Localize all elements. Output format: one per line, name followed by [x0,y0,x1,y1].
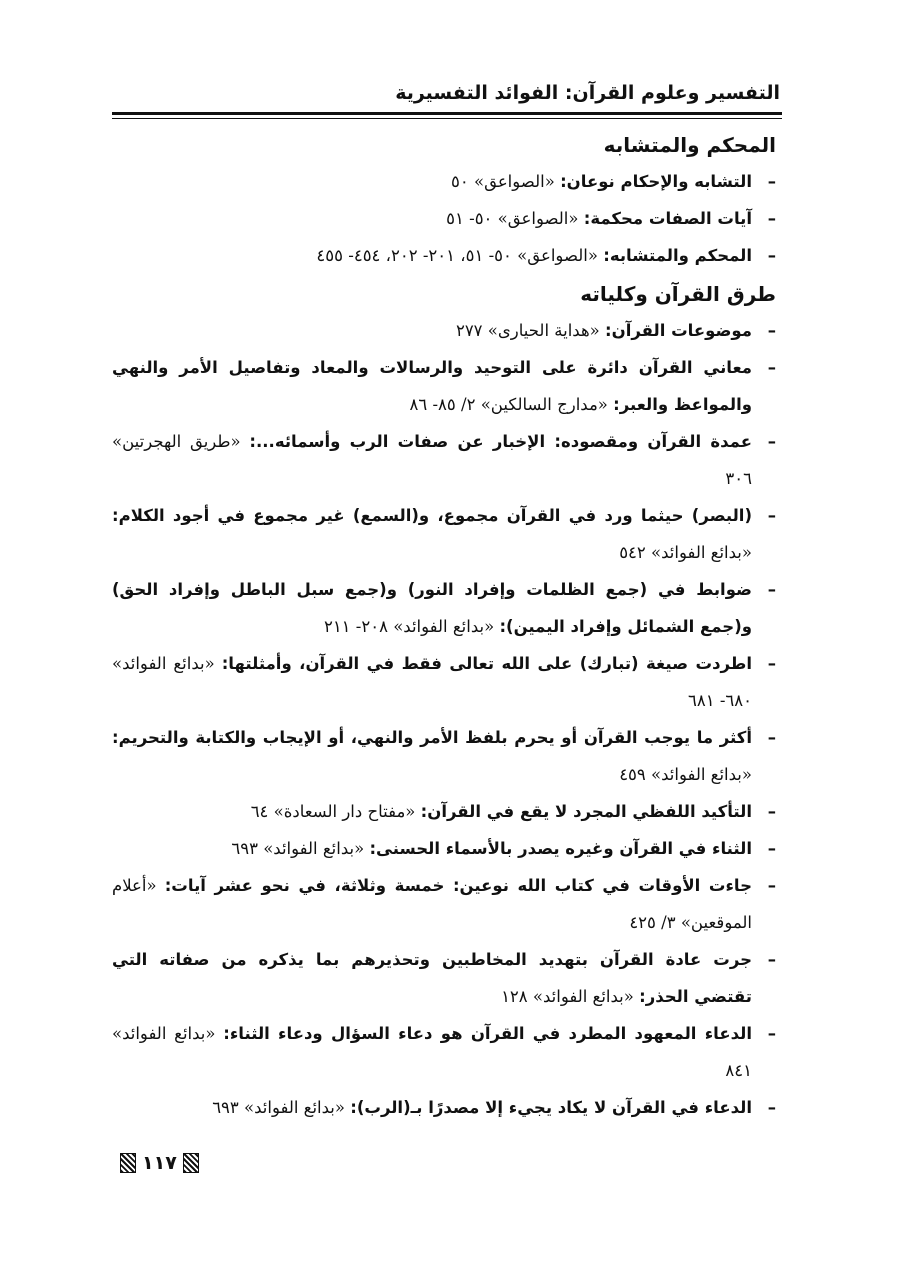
entry-reference: «الصواعق» ٥٠ [451,172,555,191]
entry-dash: – [767,802,776,821]
ornament-right-icon [183,1153,199,1173]
entry-dash: – [767,876,776,895]
entry-reference: «بدائع الفوائد» ٨٤١ [112,1024,752,1080]
section-heading: طرق القرآن وكلياته [580,282,776,306]
index-entry [112,312,782,349]
content [112,129,782,1126]
entry-text: المحكم والمتشابه: [603,246,752,265]
page [112,78,782,1126]
entry-text: الدعاء المعهود المطرد في القرآن هو دعاء السؤال ودعاء الثناء: [223,1024,753,1043]
entry-text: التأكيد اللفظي المجرد لا يقع في القرآن: [420,802,752,821]
entry-dash: – [767,839,776,858]
entry-text: (البصر) حيثما ورد في القرآن مجموع، و(السمع) غير مجموع في أجود الكلام: [112,506,752,525]
entry-reference: «الصواعق» ٥٠- ٥١، ٢٠١- ٢٠٢، ٤٥٤- ٤٥٥ [316,246,598,265]
index-entry [112,1015,782,1089]
index-entry [112,830,782,867]
entry-dash: – [767,172,776,191]
entry-dash: – [767,1098,776,1117]
entry-text: اطردت صيغة (تبارك) على الله تعالى فقط في القرآن، وأمثلتها: [221,654,753,673]
entry-dash: – [767,1024,776,1043]
header-rule-thick [112,112,782,115]
entry-dash: – [767,432,776,451]
entry-dash: – [767,321,776,340]
index-entry [112,571,782,645]
header-rule-thin [112,118,782,119]
entry-reference: «هداية الحيارى» ٢٧٧ [455,321,600,340]
entry-dash: – [767,580,776,599]
entry-text: جرت عادة القرآن بتهديد المخاطبين وتحذيرهم بما يذكره من صفاته التي تقتضي الحذر: [112,950,752,1006]
entry-text: معاني القرآن دائرة على التوحيد والرسالات والمعاد وتفاصيل الأمر والنهي والمواعظ والعبر: [112,358,752,414]
entry-reference: «الصواعق» ٥٠- ٥١ [446,209,579,228]
index-entry [112,163,782,200]
entry-reference: «بدائع الفوائد» ٦٩٣ [212,1098,345,1117]
entry-dash: – [767,358,776,377]
entry-reference: «بدائع الفوائد» ١٢٨ [501,987,634,1006]
entry-dash: – [767,654,776,673]
index-entry [112,941,782,1015]
entry-text: ضوابط في (جمع الظلمات وإفراد النور) و(جمع سبل الباطل وإفراد الحق) و(جمع الشمائل وإفراد اليمين): [112,580,752,636]
entry-reference: «بدائع الفوائد» ٢٠٨- ٢١١ [323,617,495,636]
index-entry [112,497,782,571]
index-entry [112,867,782,941]
entry-reference: «بدائع الفوائد» ٦٩٣ [231,839,365,858]
index-entry [112,1089,782,1126]
entry-reference: «بدائع الفوائد» ٤٥٩ [619,765,752,784]
entry-dash: – [767,950,776,969]
index-entry [112,423,782,497]
index-entry [112,793,782,830]
page-footer [120,1152,199,1174]
section-heading: المحكم والمتشابه [603,133,776,157]
entry-dash: – [767,209,776,228]
entry-reference: «بدائع الفوائد» ٥٤٢ [619,543,752,562]
entry-dash: – [767,506,776,525]
entry-text: الثناء في القرآن وغيره يصدر بالأسماء الحسنى: [369,839,752,858]
entry-reference: «طريق الهجرتين» ٣٠٦ [112,432,752,488]
entry-dash: – [767,246,776,265]
ornament-left-icon [120,1153,136,1173]
entry-text: جاءت الأوقات في كتاب الله نوعين: خمسة وثلاثة، في نحو عشر آيات: [164,876,752,895]
entry-text: موضوعات القرآن: [605,321,752,340]
entry-text: آيات الصفات محكمة: [583,209,752,228]
entry-reference: «أعلام الموقعين» ٣/ ٤٢٥ [112,876,752,932]
index-entry [112,200,782,237]
index-entry [112,349,782,423]
entry-reference: «مفتاح دار السعادة» ٦٤ [250,802,416,821]
entry-reference: «بدائع الفوائد» ٦٨٠- ٦٨١ [112,654,752,710]
entry-text: عمدة القرآن ومقصوده: الإخبار عن صفات الرب وأسمائه...: [249,432,752,451]
running-head: التفسير وعلوم القرآن: الفوائد التفسيرية [395,82,780,104]
index-entry [112,237,782,274]
index-entry [112,645,782,719]
index-entry [112,719,782,793]
entry-dash: – [767,728,776,747]
page-number: ١١٧ [142,1152,177,1174]
entry-text: أكثر ما يوجب القرآن أو يحرم بلفظ الأمر والنهي، أو الإيجاب والكتابة والتحريم: [112,728,752,747]
entry-text: الدعاء في القرآن لا يكاد يجيء إلا مصدرًا بـ(الرب): [350,1098,752,1117]
entry-reference: «مدارج السالكين» ٢/ ٨٥- ٨٦ [409,395,608,414]
entry-text: التشابه والإحكام نوعان: [560,172,752,191]
